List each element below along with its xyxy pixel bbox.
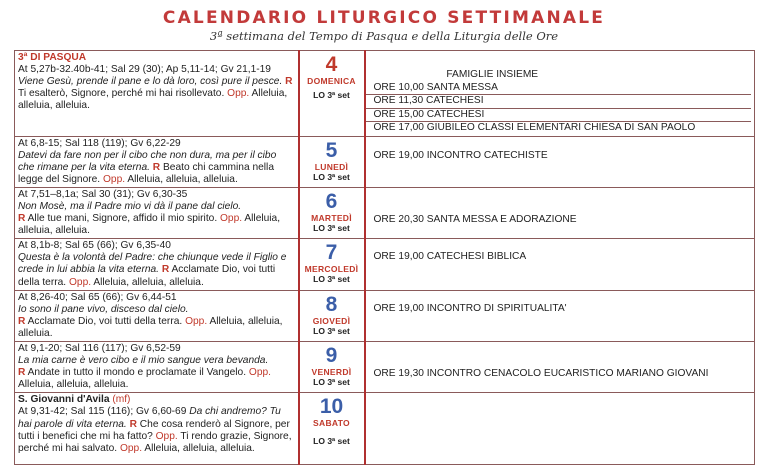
refrain-marker: R (18, 315, 26, 327)
gospel-quote: Non Mosè, ma il Padre mio vi dà il pane dal cielo. (18, 200, 242, 212)
events-cell (365, 51, 755, 137)
opp-label: Opp. (155, 430, 178, 442)
opp-text: Alleluia, alleluia, alleluia. (127, 173, 238, 185)
table-row (15, 187, 755, 238)
day-number: 9 (325, 344, 338, 367)
opp-label: Opp. (227, 88, 250, 100)
opp-text: Alleluia, alleluia, alleluia. (18, 315, 283, 339)
events-title: FAMIGLIE INSIEME (446, 69, 539, 80)
gospel-quote: Viene Gesù, prende il pane e lo dà loro, così pure il pesce. (18, 76, 283, 88)
opp-label: Opp. (119, 442, 143, 454)
day-cell (299, 239, 365, 290)
reading-cell (15, 393, 299, 465)
refrain-marker: R (285, 76, 293, 88)
psalm-refrain: Ti esalterò, Signore, perché mi hai risollevato. (18, 88, 225, 100)
gospel-quote: Datevi da fare non per il cibo che non dura, ma per il cibo che rimane per la vita eterna. (18, 149, 277, 173)
refrain-marker: R (129, 418, 137, 430)
events-cell (365, 342, 755, 393)
reading-cell (15, 51, 299, 137)
day-name: LUNEDÌ (314, 161, 349, 172)
refrain-marker: R (18, 367, 26, 379)
event-item: ORE 17,00 GIUBILEO CLASSI ELEMENTARI CHIESA DI SAN PAOLO (373, 122, 696, 133)
opp-text: Alleluia, alleluia, alleluia. (144, 442, 255, 454)
event-item: ORE 19,30 INCONTRO CENACOLO EUCARISTICO MARIANO GIOVANI (373, 368, 709, 379)
gospel-quote: Io sono il pane vivo, disceso dal cielo. (18, 303, 189, 315)
feast-rank: (mf) (112, 394, 131, 406)
day-number: 6 (325, 189, 338, 213)
event-item: ORE 19,00 INCONTRO CATECHISTE (373, 149, 548, 161)
opp-text: Alleluia, alleluia, alleluia. (18, 88, 288, 112)
table-row (15, 290, 755, 341)
refrain-marker: R (161, 264, 170, 276)
day-name: SABATO (313, 418, 350, 429)
day-cell (299, 290, 365, 341)
reading-ref: At 5,27b-32.40b-41; Sal 29 (30); Ap 5,11-14; Gv 21,1-19 (18, 64, 271, 76)
day-cell (299, 51, 365, 137)
page-subtitle: 3ª settimana del Tempo di Pasqua e della Liturgia delle Ore (209, 29, 559, 43)
day-number: 8 (325, 292, 338, 316)
gospel-quote: Da chi andremo? Tu hai parole di vita eterna. (18, 406, 281, 430)
event-item: ORE 11,30 CATECHESI (366, 95, 752, 109)
psalm-refrain: Acclamate Dio, voi tutti della terra. (27, 315, 183, 327)
psalter-week: LO 3ª set (313, 90, 350, 100)
psalter-week: LO 3ª set (313, 171, 350, 182)
opp-text: Alleluia, alleluia, alleluia. (93, 276, 204, 288)
opp-text: Alleluia, alleluia, alleluia. (18, 379, 129, 391)
event-item: ORE 19,00 CATECHESI BIBLICA (373, 251, 527, 263)
reading-ref: At 6,8-15; Sal 118 (119); Gv 6,22-29 (18, 137, 181, 149)
psalm-refrain: Andate in tutto il mondo e proclamate il Vangelo. (27, 367, 247, 379)
events-cell (365, 136, 755, 187)
day-number: 10 (319, 395, 344, 419)
psalm-refrain: Alle tue mani, Signore, affido il mio spirito. (27, 213, 218, 225)
events-cell (365, 187, 755, 238)
psalm-refrain: Acclamate Dio, voi tutti della terra. (18, 264, 276, 288)
day-cell (299, 393, 365, 465)
day-cell (299, 342, 365, 393)
reading-cell (15, 136, 299, 187)
table-row (15, 51, 755, 137)
reading-ref: At 9,1-20; Sal 116 (117); Gv 6,52-59 (18, 343, 181, 354)
gospel-quote: La mia carne è vero cibo e il mio sangue vera bevanda. (18, 355, 269, 367)
reading-ref: At 8,26-40; Sal 65 (66); Gv 6,44-51 (18, 291, 177, 303)
event-item: ORE 20,30 SANTA MESSA E ADORAZIONE (373, 213, 577, 225)
event-item: ORE 10,00 SANTA MESSA (366, 82, 752, 96)
psalter-week: LO 3ª set (313, 436, 350, 447)
day-number: 7 (325, 241, 338, 265)
day-cell (299, 187, 365, 238)
opp-label: Opp. (185, 315, 208, 327)
weekly-calendar-table (14, 50, 755, 465)
day-name: GIOVEDÌ (312, 315, 351, 326)
feast-label: S. Giovanni d'Avila (18, 394, 110, 406)
refrain-marker: R (18, 213, 26, 225)
day-name: DOMENICA (307, 76, 356, 86)
events-cell (365, 239, 755, 290)
event-item: ORE 15,00 CATECHESI (366, 109, 752, 123)
reading-cell (15, 187, 299, 238)
day-name: VENERDÌ (311, 367, 352, 377)
day-number: 5 (325, 138, 338, 162)
day-number: 4 (325, 53, 338, 76)
psalter-week: LO 3ª set (313, 274, 350, 285)
gospel-quote: Questa è la volontà del Padre: che chiunque vede il Figlio e crede in lui abbia la vita eterna. (18, 252, 287, 276)
day-name: MERCOLEDÌ (304, 264, 359, 275)
table-row (15, 239, 755, 290)
psalm-refrain: Beato chi cammina nella legge del Signore. (18, 161, 274, 185)
opp-label: Opp. (248, 367, 271, 379)
opp-label: Opp. (102, 173, 126, 185)
events-cell (365, 290, 755, 341)
table-row (15, 136, 755, 187)
refrain-marker: R (152, 161, 161, 173)
reading-cell (15, 290, 299, 341)
reading-cell (15, 342, 299, 393)
page-title: CALENDARIO LITURGICO SETTIMANALE (162, 8, 606, 28)
psalm-refrain: Che cosa renderò al Signore, per tutti i benefici che mi ha fatto? (18, 418, 290, 442)
table-row (15, 393, 755, 465)
opp-label: Opp. (68, 276, 92, 288)
event-item: ORE 19,00 INCONTRO DI SPIRITUALITA' (373, 302, 567, 314)
day-name: MARTEDÌ (311, 212, 352, 223)
opp-text: Alleluia, alleluia, alleluia. (18, 213, 281, 237)
reading-ref: At 8,1b-8; Sal 65 (66); Gv 6,35-40 (18, 240, 171, 252)
psalter-week: LO 3ª set (313, 222, 350, 233)
reading-ref: At 7,51–8,1a; Sal 30 (31); Gv 6,30-35 (18, 188, 188, 200)
opp-text: Ti rendo grazie, Signore, perché mi hai salvato. (18, 430, 292, 454)
table-row (15, 342, 755, 393)
day-cell (299, 136, 365, 187)
feast-label: 3ª DI PASQUA (18, 52, 87, 63)
opp-label: Opp. (220, 213, 243, 225)
reading-ref: At 9,31-42; Sal 115 (116); Gv 6,60-69 (18, 406, 187, 418)
events-cell (365, 393, 755, 465)
psalter-week: LO 3ª set (313, 325, 350, 336)
psalter-week: LO 3ª set (313, 377, 350, 387)
reading-cell (15, 239, 299, 290)
